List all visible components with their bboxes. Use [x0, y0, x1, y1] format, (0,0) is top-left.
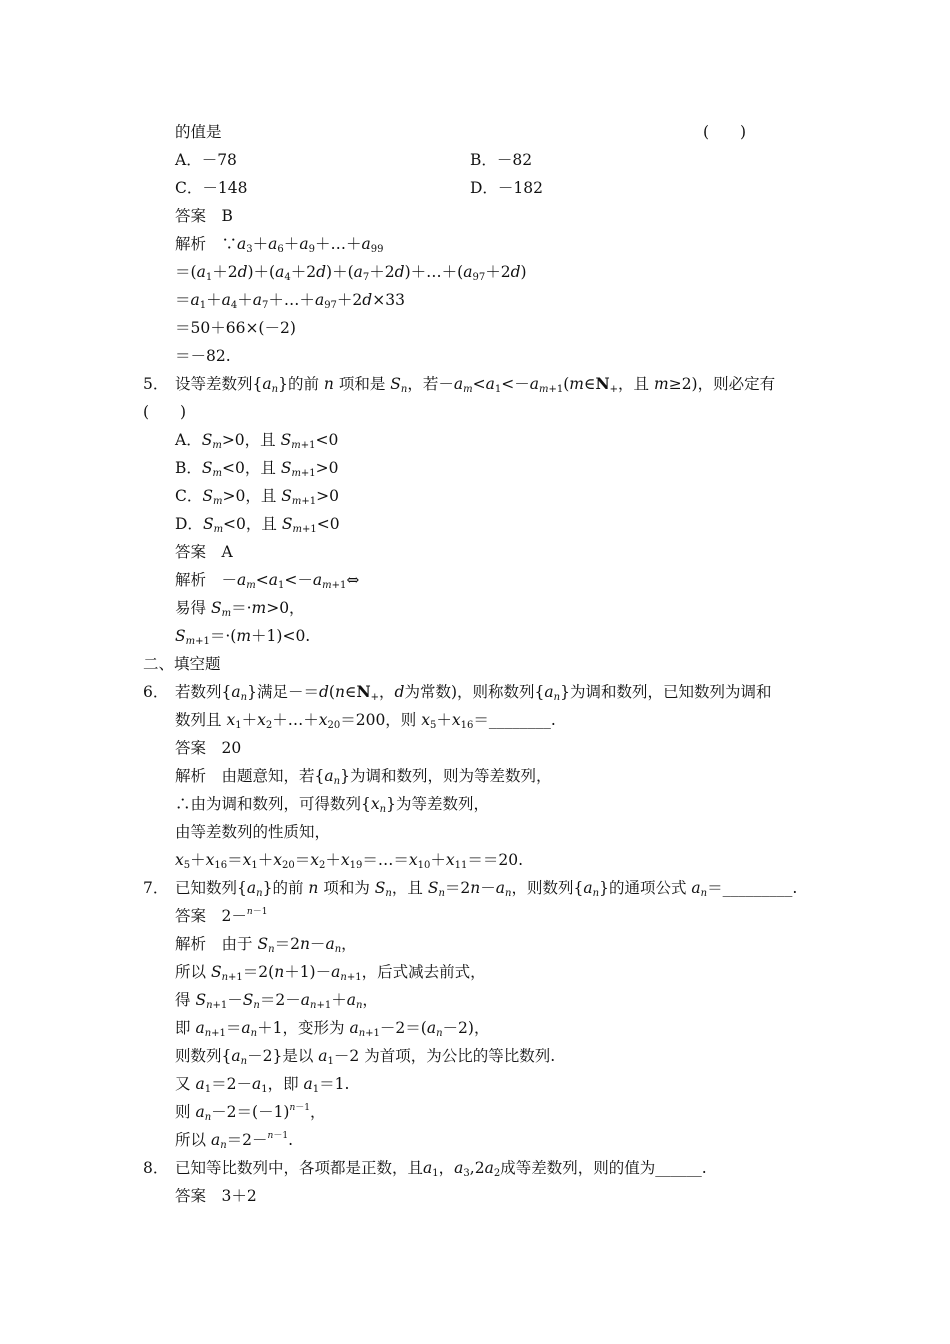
q4-answer-paren: ( ) — [703, 123, 747, 141]
q4-stem-tail: 的值是 — [175, 123, 222, 141]
q4-analysis-line1: 解析 $\because a_3+a_6+a_9+\dots+a_{99}$ — [175, 235, 384, 255]
q6-stem-line2: 数列且 $x_1+x_2+\dots+x_{20}=200$，则 $x_5+x_{16}=\_\_\_\_\_\_\_\_$. — [175, 711, 556, 731]
q4-answer: 答案 B — [175, 207, 233, 225]
q7-stem: 已知数列$\{a_n\}$的前 n 项和为 $S_n$，且 $S_n=2n-a_n$，则数列$\{a_n\}$的通项公式 $a_n=\_\_\_\_\_\_\_\_\_$. — [175, 879, 798, 899]
q8-stem: 已知等比数列中，各项都是正数，且$a_1$，$a_3,2a_2$成等差数列，则的值为______. — [175, 1159, 707, 1179]
q4-option-b: B．－82 — [470, 151, 533, 169]
q4-option-d: D．－182 — [470, 179, 544, 197]
q5-option-c: C．$S_m>0$，且 $S_{m+1}>0$ — [175, 487, 340, 507]
q7-number: 7． — [143, 879, 169, 897]
q6-analysis-line2: ∴由为调和数列，可得数列$\{x_n\}$为等差数列， — [175, 795, 489, 815]
q7-analysis-line2: 所以 $S_{n+1}=2(n+1)-a_{n+1}$，后式减去前式， — [175, 963, 486, 983]
q7-analysis-line4: 即 $a_{n+1}=a_n+1$，变形为 $a_{n+1}-2=(a_n-2)$， — [175, 1019, 490, 1039]
q5-answer: 答案 A — [175, 543, 233, 561]
q4-analysis-line3: $=a_1+a_4+a_7+\dots+a_{97}+2d\times 33$ — [175, 291, 405, 311]
q7-analysis-line6: 又 $a_1=2-a_1$，即 $a_1=1$. — [175, 1075, 350, 1095]
q5-option-b: B．$S_m<0$，且 $S_{m+1}>0$ — [175, 459, 339, 479]
q5-answer-paren: ( ) — [143, 403, 187, 421]
q5-analysis-line3: $S_{m+1}=\cdot(m+1)<0$. — [175, 627, 311, 647]
q5-option-d: D．$S_m<0$，且 $S_{m+1}<0$ — [175, 515, 340, 535]
q5-analysis-line1: 解析 $-a_m<a_1<-a_{m+1}\Leftrightarrow$ — [175, 571, 360, 591]
q7-analysis-line3: 得 $S_{n+1}-S_n=2-a_{n+1}+a_n$， — [175, 991, 378, 1011]
section-heading: 二、填空题 — [143, 655, 221, 673]
q4-analysis-line4: ＝50＋66×(－2) — [175, 319, 296, 337]
q4-analysis-line2: $=(a_1+2d)+(a_4+2d)+(a_7+2d)+\dots+(a_{97}+2d)$ — [175, 263, 527, 283]
q6-answer: 答案 20 — [175, 739, 242, 757]
q7-analysis-line5: 则数列$\{a_n-2\}$是以 $a_1-2$ 为首项，为公比的等比数列. — [175, 1047, 556, 1067]
q7-analysis-line1: 解析 由于 $S_n=2n-a_n$， — [175, 935, 357, 955]
q4-option-c: C．－148 — [175, 179, 248, 197]
q6-stem-line1: 若数列$\{a_n\}$满足$-=d(n\in N_+$，d为常数)，则称数列$\{a_n\}$为调和数列，已知数列为调和 — [175, 682, 772, 703]
q7-analysis-line8: 所以 $a_n=2-^{n-1}$. — [175, 1131, 293, 1151]
q5-number: 5． — [143, 375, 169, 393]
q5-option-a: A．$S_m>0$，且 $S_{m+1}<0$ — [175, 431, 339, 451]
q8-answer: 答案 3＋2 — [175, 1187, 257, 1205]
q5-stem: 设等差数列$\{a_n\}$的前 n 项和是 $S_n$，若$-a_m<a_1<-a_{m+1}(m\in N_+$，且 m≥2)，则必定有 — [175, 374, 776, 395]
q8-number: 8． — [143, 1159, 169, 1177]
q4-option-a: A．－78 — [175, 151, 237, 169]
q7-analysis-line7: 则 $a_n-2=(-1)^{n-1}$， — [175, 1103, 326, 1123]
q6-analysis-line1: 解析 由题意知，若$\{a_n\}$为调和数列，则为等差数列， — [175, 767, 552, 787]
q7-answer: 答案 2－$^{n-1}$ — [175, 907, 268, 925]
q6-analysis-line3: 由等差数列的性质知， — [175, 823, 331, 841]
q4-analysis-line5: ＝－82. — [175, 347, 231, 365]
q6-analysis-line4: $x_5+x_{16}=x_1+x_{20}=x_2+x_{19}=\dots=x_{10}+x_{11}==20$. — [175, 851, 524, 871]
q5-analysis-line2: 易得 $S_m=\cdot m>0$， — [175, 599, 305, 619]
q6-number: 6． — [143, 683, 169, 701]
